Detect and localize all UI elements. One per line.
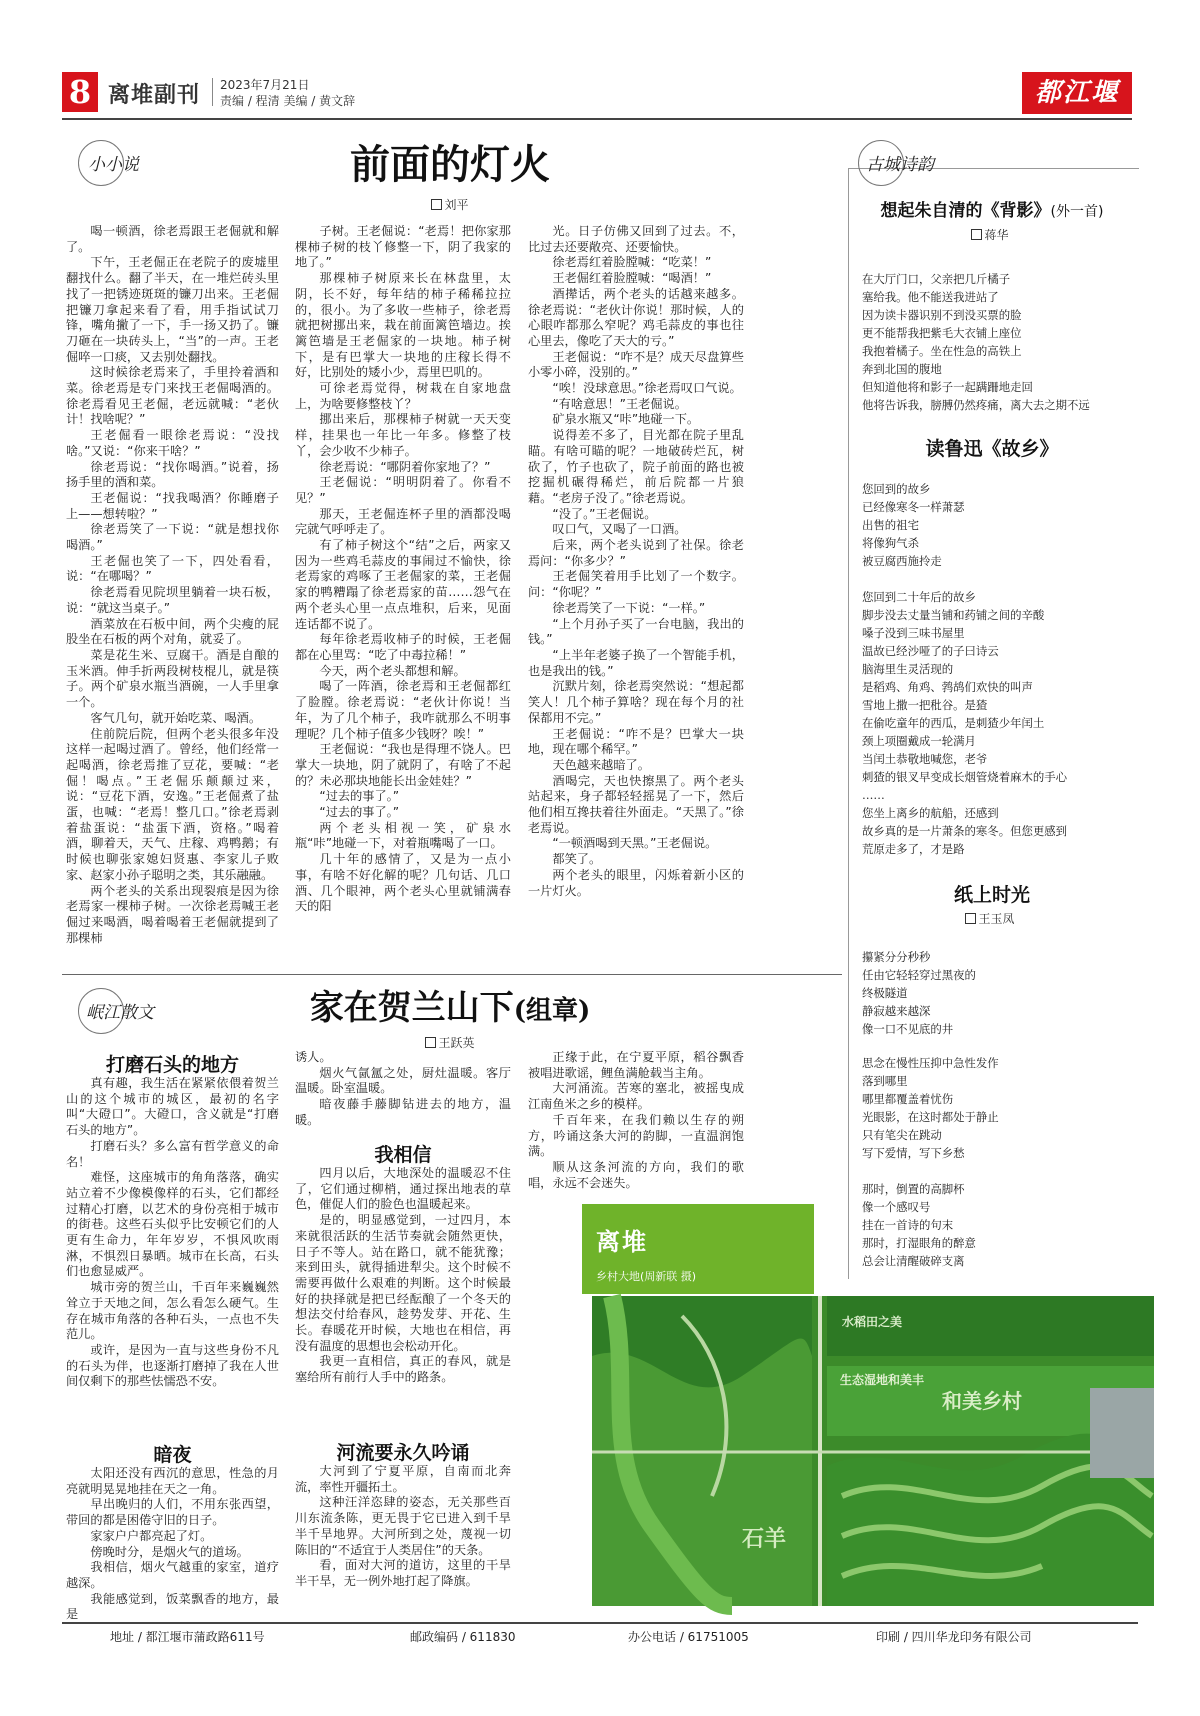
paragraph: 傍晚时分，是烟火气的道场。 [90, 1544, 249, 1559]
sec4-title: 河流要永久吟诵 [336, 1442, 470, 1464]
poem-line: 脚步没去丈量当铺和药铺之间的辛酸 [862, 608, 1045, 622]
paragraph: 城市旁的贺兰山，千百年来巍巍然耸立于天地之间，怎么看怎么硬气。生存在城市角落的各种石头，一点也不失范儿。 [66, 1280, 279, 1342]
sec2-title: 暗夜 [153, 1444, 192, 1466]
poem-line: 是稻鸡、角鸡、鹁鸪们欢快的叫声 [862, 680, 1033, 694]
sec2-body [66, 1466, 279, 1622]
poem-line: 在大厅门口，父亲把几斤橘子 [862, 272, 1011, 286]
footer-postcode: 邮政编码 / 611830 [410, 1630, 516, 1644]
poem-line: 那时，倒置的高脚杯 [862, 1182, 965, 1196]
paragraph: 这种汪洋恣肆的姿态，无关那些百川东流条陈，更无畏于它已进入到千旱半千旱地界。大河所到之处，蔑视一切陈旧的“不适宜于人类居住”的天条。 [295, 1495, 511, 1557]
story1-byline [400, 196, 500, 213]
paragraph: 王老倔说：“明明阴着了。你看不见？” [295, 475, 511, 505]
poem2-stanza2 [862, 588, 1132, 858]
story2-byline: 王跃英 [400, 1034, 500, 1051]
paragraph: 难怪，这座城市的角角落落，确实站立着不少像模像样的石头，它们都经过精心打磨，以艺术的身份亮相于城市的街巷。这些石头似乎比安顿它们的人更有生命力，年年岁岁，不惧风吹雨淋，不惧烈日暴晒。城市在长高，石头们也愈显威严。 [66, 1170, 279, 1279]
paragraph: “没了。”王老倔说。 [552, 506, 657, 521]
footer-phone: 办公电话 / 61751005 [628, 1630, 749, 1644]
column-tag-minjiang: 岷江散文 [86, 1003, 154, 1023]
paragraph: 那天，王老倔连杯子里的酒都没喝完就气呼呼走了。 [295, 506, 511, 537]
poem-line: 落到哪里 [862, 1074, 908, 1088]
building [1090, 1388, 1154, 1478]
paragraph: 徐老焉说：“找你喝酒。”说着，扬扬手里的酒和菜。 [66, 459, 279, 490]
poem3-title: 纸上时光 [953, 884, 1030, 906]
paragraph: 两个老头相视一笑，矿泉水瓶“咔”地碰一下，对着瓶嘴喝了一口。 [295, 820, 511, 851]
poem-line: 荒原走多了，才是路 [862, 842, 965, 856]
paragraph: “过去的事了。” [319, 789, 400, 804]
footer-rule [62, 1622, 1138, 1624]
story2-col3 [528, 1050, 744, 1190]
paragraph: 王老倔也笑了一下，四处看看，说：“在哪喝？” [66, 553, 279, 584]
poem-line: 已经像寒冬一样萧瑟 [862, 500, 965, 514]
poem-line: 终极隧道 [862, 986, 908, 1000]
section-title: 离堆副刊 [108, 83, 201, 108]
paragraph: 王老倔看一眼徐老焉说：“没找啥。”又说：“你来干啥？” [66, 428, 279, 458]
paragraph: 两个老头的眼里，闪烁着新小区的一片灯火。 [528, 867, 744, 898]
poem-line: 哪里都覆盖着忧伤 [862, 1092, 954, 1106]
poem3-stanza1 [862, 948, 1132, 1038]
paragraph: 后来，两个老头说到了社保。徐老焉问：“你多少？” [528, 538, 744, 568]
poem-line: 将像狗气杀 [862, 536, 919, 550]
poem-line: 温故已经沙哑了的子曰诗云 [862, 644, 999, 658]
paragraph: “一顿酒喝到天黑。”王老倔说。 [552, 836, 718, 851]
paragraph: 光。日子仿佛又回到了过去。不，比过去还要敞亮、还要愉快。 [528, 224, 744, 254]
poem-line: 雪地上撒一把秕谷。是猹 [862, 698, 988, 712]
poem-line: 总会让清醒破碎支离 [862, 1254, 965, 1268]
poem-line: 在偷吃童年的西瓜，是刺猹少年闰土 [862, 716, 1045, 730]
paragraph: 千百年来，在我们赖以生存的朔方，吟诵这条大河的韵脚，一直温润饱满。 [528, 1112, 744, 1159]
poem3-stanza3 [862, 1180, 1132, 1270]
paragraph: 王老倔笑着用手比划了一个数字。问：“你呢？” [528, 569, 744, 600]
story2-col2-start [295, 1050, 511, 1127]
paragraph: 客气几句，就开始吃菜、喝酒。 [90, 710, 262, 725]
paragraph: 或许，是因为一直与这些身份不凡的石头为伴，也逐渐打磨掉了我在人世间仅剩下的那些怯懦恐不安。 [66, 1342, 279, 1389]
paragraph: 四月以后，大地深处的温暖忍不住了，它们通过柳梢，通过探出地表的草色，催促人们的脸色也温暖起来。 [295, 1166, 511, 1212]
poem-line: 脑海里生灵活现的 [862, 662, 954, 676]
paragraph: 王老倔说：“咋不是？成天尽盘算些小零小碎，没别的。” [528, 349, 744, 380]
sec1-title: 打磨石头的地方 [105, 1054, 239, 1076]
poem-line: 颈上项圈戴成一轮满月 [862, 734, 976, 748]
paragraph: 看，面对大河的道访，这里的干旱半干旱，无一例外地打起了降旗。 [295, 1558, 511, 1588]
field-text-4: 石羊 [742, 1526, 787, 1552]
story1-author: 刘平 [444, 198, 469, 212]
header-rule [62, 118, 1132, 120]
editor-credits: 责编 / 程清 美编 / 黄文辞 [220, 94, 356, 108]
poem-line: 攥紧分分秒秒 [862, 950, 931, 964]
poem-line: 思念在慢性压抑中急性发作 [862, 1056, 999, 1070]
paragraph: 沉默片刻，徐老焉突然说：“想起都笑人！几个柿子算啥？现在每个月的社保都用不完。” [528, 679, 744, 725]
column-tag-gucheng: 古城诗韵 [866, 155, 934, 175]
poem-line: 挂在一首诗的句末 [862, 1218, 954, 1232]
poem1-byline: 蒋华 [940, 226, 1040, 243]
paragraph: 徐老焉笑了一下说：“一样。” [552, 600, 706, 615]
footer-address: 地址 / 都江堰市蒲政路611号 [110, 1630, 265, 1644]
sec1-body [66, 1076, 279, 1436]
paragraph: 两个老头的关系出现裂痕是因为徐老焉家一棵柿子树。一次徐老焉喊王老倔过来喝酒，喝着喝着王老倔就提到了那棵柿 [66, 883, 279, 945]
paragraph: 菜是花生米、豆腐干。酒是自酿的玉米酒。伸手折两段树枝棍儿，就是筷子。两个矿泉水瓶当酒碗，一人手里拿一个。 [66, 647, 279, 710]
poem-line: 像一个感叹号 [862, 1200, 931, 1214]
header-divider [212, 78, 213, 106]
poem-line: 刺猹的银叉早变成长烟管烧着麻木的手心 [862, 770, 1068, 784]
story1-col2 [295, 224, 511, 970]
paragraph: 这时候徐老焉来了，手里拎着酒和菜。徐老焉是专门来找王老倔喝酒的。徐老焉看见王老倔，老远就喊：“老伙计！找啥呢？” [66, 365, 279, 427]
footer-printer: 印刷 / 四川华龙印务有限公司 [876, 1630, 1032, 1644]
poem-line: 但知道他将和影子一起蹒跚地走回 [862, 380, 1033, 394]
paragraph: “唉！没球意思。”徐老焉叹口气说。 [552, 381, 742, 396]
sec3-title: 我相信 [374, 1144, 432, 1166]
poem-line: 因为读卡器识别不到没买票的脸 [862, 308, 1022, 322]
paragraph: 王老倔说：“咋不是？巴掌大一块地，现在哪个稀罕。” [528, 726, 744, 757]
story1-title: 前面的灯火 [350, 141, 550, 188]
photo-section-label: 离堆 [596, 1227, 648, 1256]
poem-line: 他将告诉我，膀膊仍然疼痛，离大去之期不远 [862, 398, 1090, 412]
paragraph: 我能感觉到，饭菜飘香的地方，最是 [66, 1591, 279, 1622]
poem-line: 任由它轻轻穿过黑夜的 [862, 968, 976, 982]
poem-line: 出售的祖宅 [862, 518, 919, 532]
poem-line: 您坐上离乡的航船，还感到 [862, 806, 999, 820]
paragraph: 徐老焉说：“哪阴着你家地了？” [319, 459, 491, 474]
paragraph: 有了柿子树这个“结”之后，两家又因为一些鸡毛蒜皮的事闹过不愉快，徐老焉家的鸡啄了王老倔家的菜，王老倔家的鸭糟蹋了徐老焉家的苗……怨气在两个老头心里一点点堆积，后来，见面连话都不说了。 [295, 538, 511, 631]
paragraph: 我更一直相信，真正的春风，就是塞给所有前行人手中的路条。 [295, 1354, 511, 1385]
paragraph: “过去的事了。” [319, 805, 400, 820]
poem3-byline: 王玉凤 [940, 910, 1040, 927]
paragraph: 喝了一阵酒，徐老焉和王老倔都红了脸膛。徐老焉说：“老伙计你说！当年，为了几个柿子，我咋就那么不明事理呢？几个柿子值多少钱呀？唉！” [295, 679, 511, 741]
poem-line: …… [862, 788, 885, 802]
paragraph: 打磨石头？多么富有哲学意义的命名！ [66, 1138, 279, 1169]
paragraph: 诱人。 [295, 1050, 332, 1064]
story1-col1 [66, 224, 279, 970]
paragraph: 酒菜放在石板中间，两个尖瘦的屁股坐在石板的两个对角，就妥了。 [66, 616, 279, 647]
poem-line: 光眼影，在这时都处于静止 [862, 1110, 999, 1124]
paragraph: 叹口气，又喝了一口酒。 [552, 522, 687, 537]
paragraph: 说得差不多了，目光都在院子里乱瞄。有啥可瞄的呢？一地破砖烂瓦，树砍了，竹子也砍了，院子前面的路也被挖掘机碾得稀烂，前后院都一片狼藉。“老房子没了。”徐老焉说。 [528, 428, 744, 505]
poem2-title: 读鲁迅《故乡》 [925, 438, 1059, 460]
poem-line: 那时，打湿眼角的醉意 [862, 1236, 976, 1250]
paragraph: 真有趣，我生活在紧紧依偎着贺兰山的这个城市的城区，最初的名字叫“大磴口”。大磴口，含义就是“打磨石头的地方”。 [66, 1076, 279, 1138]
poem-line: 您回到二十年后的故乡 [862, 590, 976, 604]
paragraph: 家家户户都亮起了灯。 [90, 1528, 213, 1543]
paragraph: 挪出来后，那棵柿子树就一天天变样，挂果也一年比一年多。修整了枝丫，会少收不少柿子。 [295, 412, 511, 458]
paragraph: 我相信，烟火气越重的家室，道疗越深。 [66, 1560, 279, 1590]
paragraph: 徐老焉看见院坝里躺着一块石板，说：“就这当桌子。” [66, 585, 279, 615]
rice-field-photo [592, 1296, 1154, 1606]
paragraph: 酒喝完，天也快擦黑了。两个老头站起来，身子都轻轻摇晃了一下，然后他们相互搀扶着往外面走。“天黑了。”徐老焉说。 [528, 773, 744, 835]
paragraph: 王老倔说：“找我喝酒？你睡磨子上——想转啦？” [66, 490, 279, 521]
poem2-stanza1 [862, 480, 1132, 570]
paragraph: “有啥意思！”王老倔说。 [552, 396, 687, 411]
poem-line: 奔到北国的腹地 [862, 362, 942, 376]
paragraph: 酒撵话，两个老头的话越来越多。徐老焉说：“老伙计你说！那时候，人的心眼咋都那么窄呢？鸡毛蒜皮的事也往心里去，像吃了天大的亏。” [528, 286, 744, 348]
paragraph: 子树。王老倔说：“老焉！把你家那棵柿子树的枝丫修整一下，阴了我家的地了。” [295, 224, 511, 270]
paragraph: 烟火气氤氲之处，厨灶温暖。客厅温暖。卧室温暖。 [295, 1065, 511, 1096]
paragraph: 王老倔说：“我也是得理不饶人。巴掌大一块地，阴了就阴了，有啥了不起的？未必那块地能长出金娃娃？” [295, 742, 511, 788]
section-rule [62, 974, 842, 975]
newspaper-logo: 都江堰报 [1022, 72, 1132, 114]
paragraph: “上个月孙子买了一台电脑，我出的钱。” [528, 616, 744, 647]
paragraph: 正缘于此，在宁夏平原，稻谷飘香被唱进歌谣，鲤鱼满舱载当主角。 [528, 1050, 744, 1080]
field-text-3: 水稻田之美 [842, 1315, 903, 1329]
poem-line: 故乡真的是一片萧条的寒冬。但您更感到 [862, 824, 1068, 838]
paragraph: 矿泉水瓶又“咔”地碰一下。 [552, 412, 700, 427]
paragraph: 那棵柿子树原来长在林盘里，太阴，长不好，每年结的柿子稀稀拉拉的，很小。为了多收一些柿子，徐老焉就把树挪出来，栽在前面篱笆墙边。挨篱笆墙是王老倔家的一块地。柿子树下，是有巴掌大一块地的庄稼长得不好，比别处的矮小少，焉里巴叽的。 [295, 271, 511, 380]
paragraph: 可徐老焉觉得，树栽在自家地盘上，为啥要修整枝丫？ [295, 381, 511, 411]
photo-caption: 乡村大地(周新联 摄) [596, 1270, 697, 1283]
paragraph: “上半年老婆子换了一个智能手机，也是我出的钱。” [528, 647, 744, 678]
paragraph: 每年徐老焉收柿子的时候，王老倔都在心里骂：“吃了中毒拉稀！” [295, 632, 511, 662]
story2-title: 家在贺兰山下(组章) [309, 988, 591, 1028]
paragraph: 王老倔红着脸膛喊：“喝酒！” [552, 271, 712, 286]
paragraph: 都笑了。 [552, 852, 602, 867]
story1-col3 [528, 224, 744, 970]
poem-line: 更不能帮我把紫毛大衣铺上座位 [862, 326, 1022, 340]
paragraph: 住前院后院，但两个老头很多年没这样一起喝过酒了。曾经，他们经常一起喝酒，徐老焉推了豆花，要喊：“老倔！喝点。”王老倔乐颠颠过来，说：“豆花下酒，安逸。”王老倔煮了盐蛋，也喊：“老焉！整几口。”徐老焉剥着盐蛋说：“盐蛋下酒，资格。”喝着酒，聊着天，天气、庄稼、鸡鸭鹅；有时候也聊张家媳妇贤惠、李家儿子败家、赵家小孙子聪明之类，其乐融融。 [66, 726, 279, 882]
paragraph: 几十年的感情了，又是为一点小事，有啥不好化解的呢？几句话、几口酒、几个眼神，两个老头心里就铺满春天的阳 [295, 852, 511, 914]
poem-line: 您回到的故乡 [862, 482, 931, 496]
field-text-2: 生态湿地和美丰 [840, 1373, 925, 1387]
poem-line: 静寂越来越深 [862, 1004, 931, 1018]
paragraph: 天色越来越暗了。 [552, 757, 650, 772]
poem-line: 像一口不见底的井 [862, 1022, 954, 1036]
paragraph: 太阳还没有西沉的意思，性急的月亮就明晃晃地挂在天之一角。 [66, 1466, 279, 1496]
poem-line: 塞给我。他不能送我进站了 [862, 290, 999, 304]
sec4-body [295, 1464, 511, 1594]
paragraph: 大河到了宁夏平原，自南而北奔流，率性开疆拓土。 [295, 1464, 511, 1494]
poem-line: 当闰土恭敬地喊您，老爷 [862, 752, 988, 766]
paragraph: 喝一顿酒，徐老焉跟王老倔就和解了。 [66, 224, 279, 254]
poem-line: 写下爱情，写下乡愁 [862, 1146, 965, 1160]
paragraph: 徐老焉笑了一下说：“就是想找你喝酒。” [66, 522, 279, 553]
column-tag-xiaoxiaoshuo: 小小说 [88, 155, 139, 175]
poem1-body [862, 270, 1132, 414]
paragraph: 大河涌流。苦寒的塞北，被摇曳成江南鱼米之乡的模样。 [528, 1081, 744, 1112]
paragraph: 下午，王老倔正在老院子的废墟里翻找什么。翻了半天，在一堆烂砖头里找了一把锈迹斑斑的镰刀出来。王老倔把镰刀拿起来看了看，用手指试试刀锋，嘴角撇了一下，手一扬又扔了。镰刀砸在一块砖头上，“当”的一声。王老倔啐一口痰，又去别处翻找。 [66, 255, 279, 364]
poem3-stanza2 [862, 1054, 1132, 1162]
sec3-body [295, 1166, 511, 1422]
poem1-title: 想起朱自清的《背影》(外一首) [880, 201, 1104, 221]
poem-line: 嗓子没到三味书屋里 [862, 626, 965, 640]
issue-date: 2023年7月21日 [220, 78, 310, 92]
paragraph: 暗夜藤手藤脚钻进去的地方，温暖。 [295, 1097, 511, 1127]
poem-line: 被豆腐西施拎走 [862, 554, 942, 568]
poem-line: 我抱着橘子。坐在性急的高铁上 [862, 344, 1022, 358]
paragraph: 今天，两个老头都想和解。 [319, 663, 466, 678]
paragraph: 顺从这条河流的方向，我们的歌唱，永远不会迷失。 [528, 1159, 744, 1190]
field-text-1: 和美乡村 [942, 1389, 1022, 1413]
paragraph: 是的，明显感觉到，一过四月，本来就很活跃的生活节奏就会随然更快，日子不等人。站在路口，就不能犹豫；来到田头，就得插进犁尖。这个时候不需要再做什么艰难的判断。这个时候最好的抉择就是把已经酝酿了一个冬天的想法交付给春风，趁势发芽、开花、生长。春暖花开时候，大地也在相信，再没有温度的思想也会松动开化。 [295, 1213, 511, 1353]
page-number-badge: 8 [62, 72, 98, 112]
paragraph: 徐老焉红着脸膛喊：“吃菜！” [552, 255, 712, 270]
poem-line: 只有笔尖在跳动 [862, 1128, 942, 1142]
paragraph: 早出晚归的人们，不用东张西望，带回的都是困倦守旧的日子。 [66, 1497, 279, 1528]
